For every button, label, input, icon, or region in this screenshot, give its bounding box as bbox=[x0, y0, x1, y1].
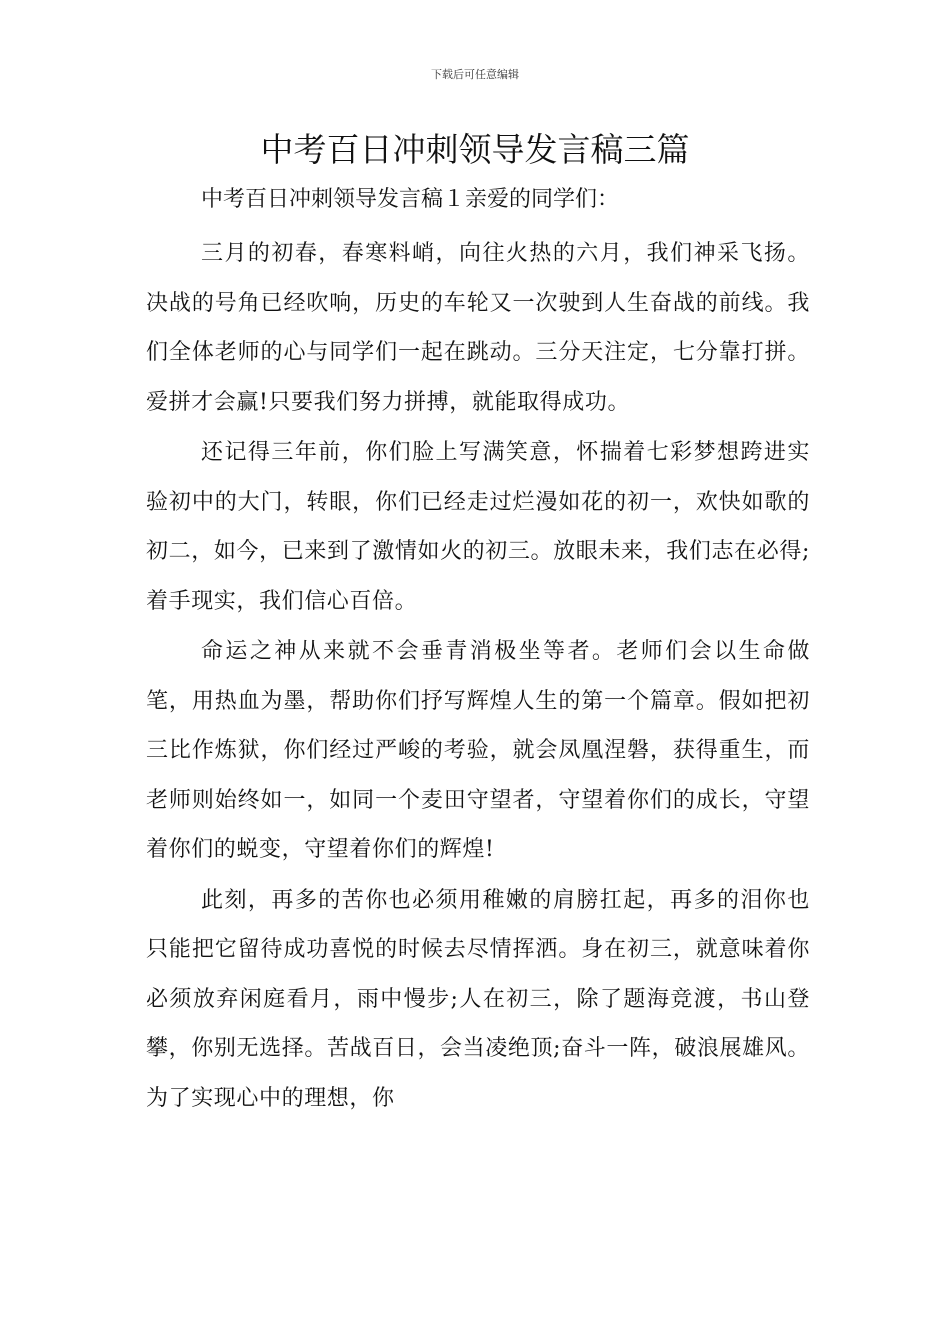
document-title: 中考百日冲刺领导发言稿三篇 bbox=[260, 130, 690, 169]
paragraph-3: 命运之神从来就不会垂青消极坐等者。老师们会以生命做笔，用热血为墨，帮助你们抒写辉煌人生的第一个篇章。假如把初三比作炼狱，你们经过严峻的考验，就会凤凰涅磐，获得重生，而老师则始终如一，如同一个麦田守望者，守望着你们的成长，守望着你们的蜕变，守望着你们的辉煌! bbox=[146, 639, 810, 862]
document-body bbox=[146, 229, 810, 1124]
paragraph-2: 还记得三年前，你们脸上写满笑意，怀揣着七彩梦想跨进实验初中的大门，转眼，你们已经走过烂漫如花的初一，欢快如歌的初二，如今，已来到了激情如火的初三。放眼未来，我们志在必得;着手现实，我们信心百倍。 bbox=[146, 440, 810, 614]
paragraph-1: 三月的初春，春寒料峭，向往火热的六月，我们神采飞扬。决战的号角已经吹响，历史的车轮又一次驶到人生奋战的前线。我们全体老师的心与同学们一起在跳动。三分天注定，七分靠打拼。爱拼才会赢!只要我们努力拼搏，就能取得成功。 bbox=[146, 241, 810, 415]
paragraph-4: 此刻，再多的苦你也必须用稚嫩的肩膀扛起，再多的泪你也只能把它留待成功喜悦的时候去尽情挥洒。身在初三，就意味着你必须放弃闲庭看月，雨中慢步;人在初三，除了题海竞渡，书山登攀，你别无选择。苦战百日，会当凌绝顶;奋斗一阵，破浪展雄风。为了实现心中的理想，你 bbox=[146, 887, 810, 1111]
document-subtitle: 中考百日冲刺领导发言稿１亲爱的同学们： bbox=[201, 187, 620, 212]
header-note: 下载后可任意编辑 bbox=[431, 68, 519, 81]
